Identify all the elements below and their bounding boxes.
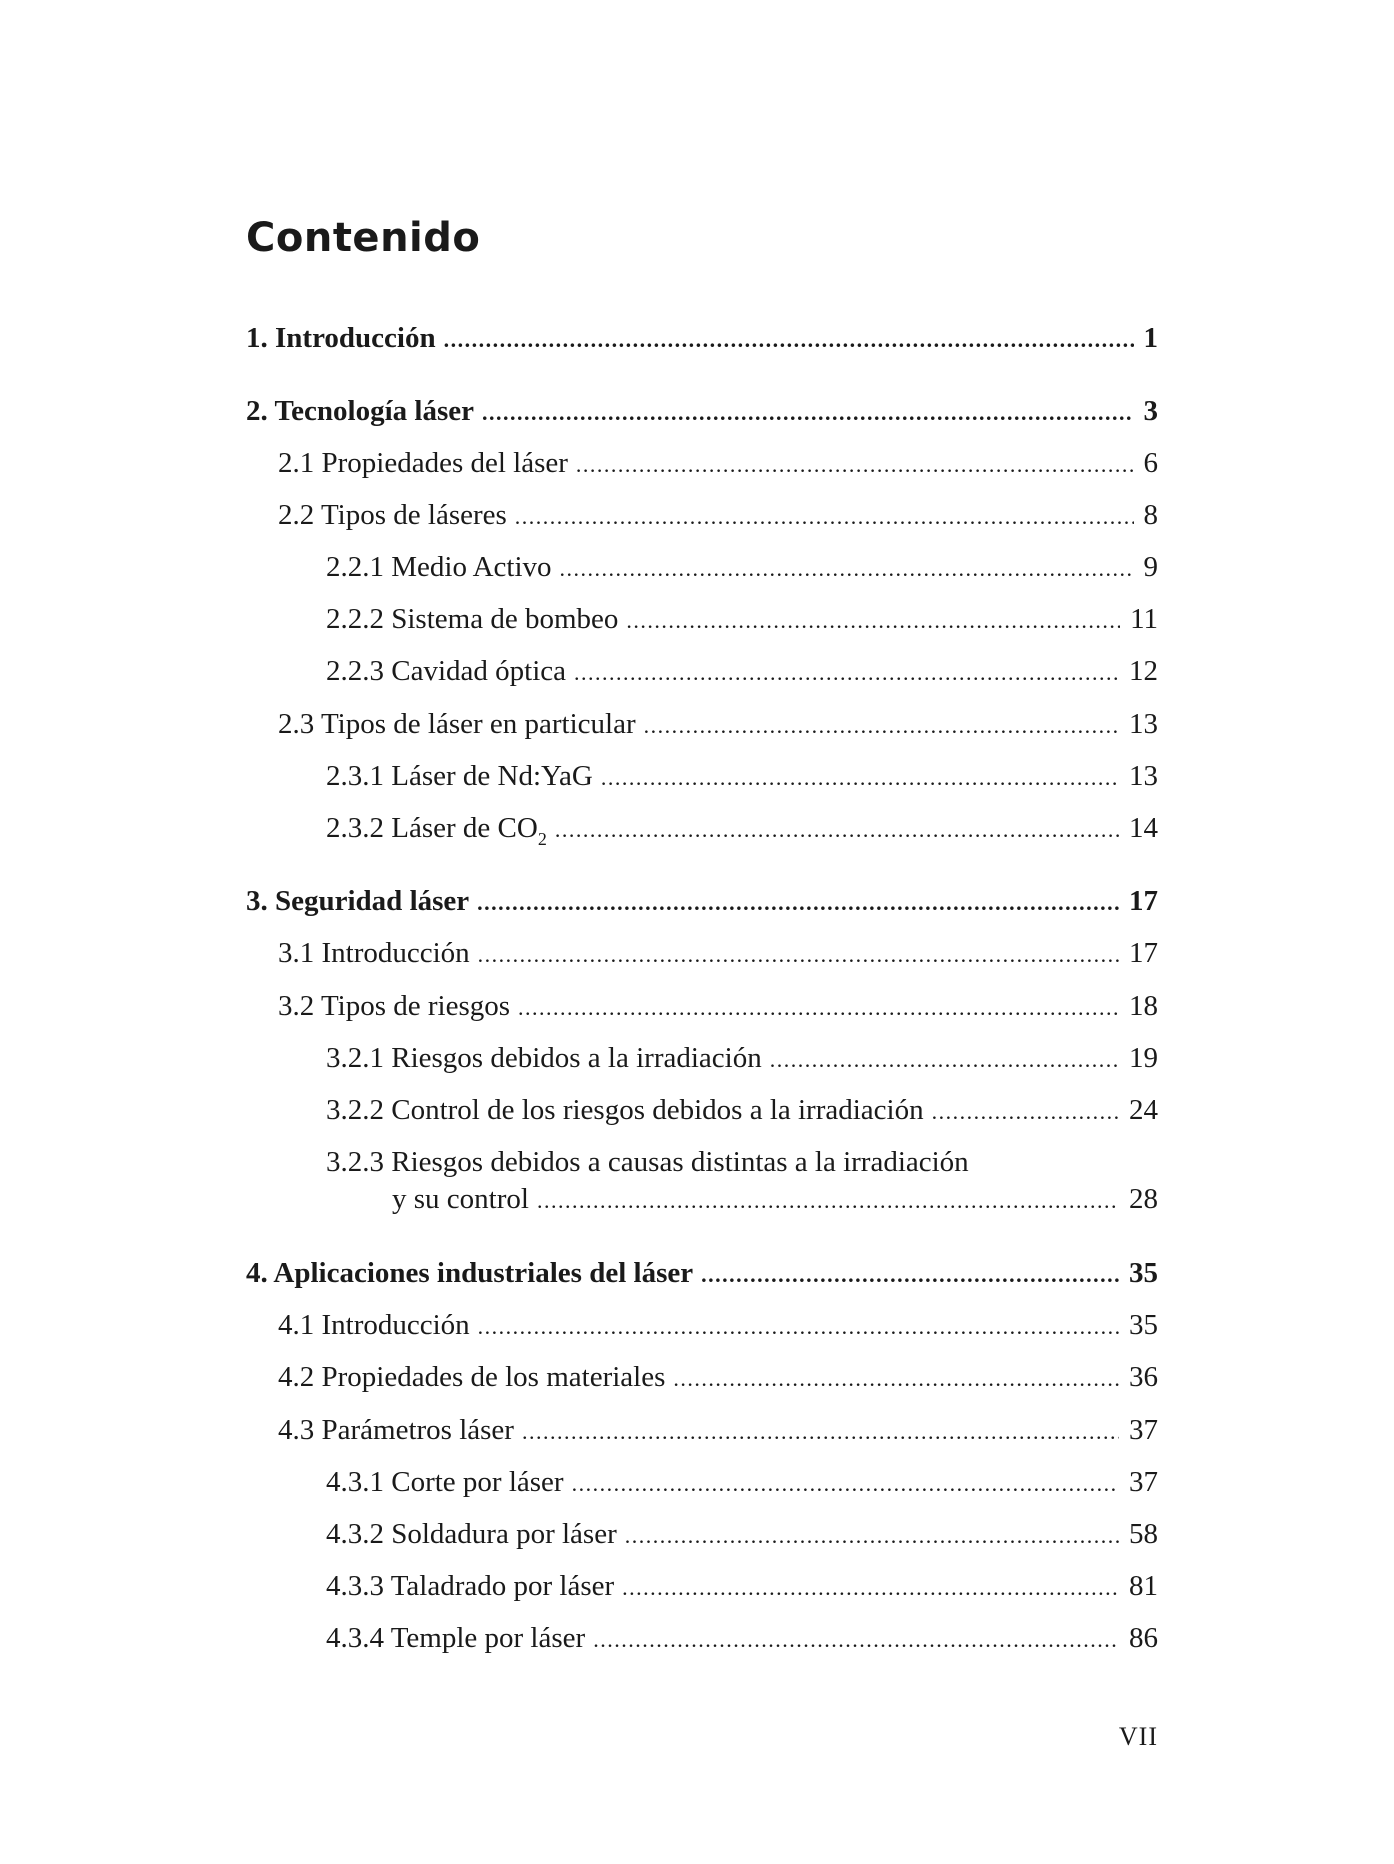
toc-entry	[246, 1568, 1158, 1606]
toc-page-number: 3	[1143, 395, 1158, 427]
toc-page-number: 86	[1129, 1622, 1158, 1654]
toc-page-number: 35	[1129, 1257, 1158, 1289]
dot-leader	[626, 603, 1120, 639]
toc-entry-label: 4.3.4 Temple por láser	[326, 1622, 586, 1654]
dot-leader	[555, 812, 1119, 848]
toc-entry	[246, 1255, 1158, 1293]
toc-entry-label	[326, 810, 555, 857]
dot-leader	[444, 322, 1134, 358]
dot-leader	[701, 1257, 1119, 1293]
toc-entry-label: 3.1 Introducción	[278, 937, 470, 969]
toc-page-number: 13	[1129, 708, 1158, 740]
toc-page-number: 17	[1129, 937, 1158, 969]
toc-entry-label: 4.3.3 Taladrado por láser	[326, 1570, 615, 1602]
dot-leader	[537, 1183, 1119, 1219]
toc-page-number: 37	[1129, 1466, 1158, 1498]
toc-entry	[246, 1464, 1158, 1502]
page-title: Contenido	[246, 215, 481, 261]
toc-entry-label: 2.2.2 Sistema de bombeo	[326, 603, 619, 635]
toc-entry	[246, 601, 1158, 639]
toc-entry-label-continuation: y su control	[392, 1183, 529, 1215]
dot-leader	[478, 937, 1119, 973]
dot-leader	[574, 655, 1119, 691]
toc-page-number: 36	[1129, 1361, 1158, 1393]
toc-entry	[246, 1620, 1158, 1658]
toc-page-number: 14	[1129, 812, 1158, 844]
toc-entry-label: 4.3.2 Soldadura por láser	[326, 1518, 617, 1550]
toc-entry	[246, 1307, 1158, 1345]
toc-entry	[246, 445, 1158, 483]
toc-entry-label: 2.2 Tipos de láseres	[278, 499, 507, 531]
dot-leader	[622, 1570, 1119, 1606]
toc-page-number: 11	[1130, 603, 1158, 635]
dot-leader	[576, 447, 1134, 483]
toc-entry	[246, 935, 1158, 973]
toc-entry	[246, 758, 1158, 796]
toc-entry-label: 3.2.3 Riesgos debidos a causas distintas a la irradiación	[326, 1146, 969, 1178]
dot-leader	[478, 1309, 1119, 1345]
toc-entry	[246, 706, 1158, 744]
dot-leader	[482, 395, 1134, 431]
toc-page-number: 18	[1129, 990, 1158, 1022]
toc-page-number: 35	[1129, 1309, 1158, 1341]
toc-page-number: 12	[1129, 655, 1158, 687]
dot-leader	[477, 885, 1119, 921]
dot-leader	[625, 1518, 1119, 1554]
dot-leader	[601, 760, 1119, 796]
toc-page-number: 28	[1129, 1183, 1158, 1215]
toc-entry	[246, 883, 1158, 921]
toc-entry	[246, 810, 1158, 857]
toc-entry	[246, 320, 1158, 358]
toc-entry	[246, 549, 1158, 587]
toc-page-number: 9	[1143, 551, 1158, 583]
toc-page-number: 1	[1143, 322, 1158, 354]
toc-entry	[246, 1092, 1158, 1130]
toc-entry-label: 4.3.1 Corte por láser	[326, 1466, 564, 1498]
toc-entry-label-text: 2.3.2 Láser de CO	[326, 812, 538, 844]
dot-leader	[560, 551, 1134, 587]
toc-entry-label: 3.2 Tipos de riesgos	[278, 990, 511, 1022]
dot-leader	[932, 1094, 1119, 1130]
subscript: 2	[537, 829, 547, 849]
toc-page-number: 19	[1129, 1042, 1158, 1074]
toc-entry-label: 1. Introducción	[246, 322, 436, 354]
toc-entry-label: 3.2.2 Control de los riesgos debidos a la irradiación	[326, 1094, 924, 1126]
toc-page-number: 81	[1129, 1570, 1158, 1602]
toc-entry	[246, 1412, 1158, 1450]
toc-entry-label: 4. Aplicaciones industriales del láser	[246, 1257, 694, 1289]
toc-page-number: 13	[1129, 760, 1158, 792]
dot-leader	[770, 1042, 1119, 1078]
toc-entry	[246, 653, 1158, 691]
toc-entry-label: 4.1 Introducción	[278, 1309, 470, 1341]
dot-leader	[572, 1466, 1119, 1502]
toc-page-number: 37	[1129, 1414, 1158, 1446]
toc-entry	[246, 393, 1158, 431]
dot-leader	[515, 499, 1134, 535]
toc-entry	[246, 988, 1158, 1026]
toc-page-number: 17	[1129, 885, 1158, 917]
toc-entry-label: 2.2.1 Medio Activo	[326, 551, 552, 583]
toc-entry-label: 4.2 Propiedades de los materiales	[278, 1361, 666, 1393]
toc-entry-label: 4.3 Parámetros láser	[278, 1414, 514, 1446]
dot-leader	[522, 1414, 1119, 1450]
toc-entry	[246, 1359, 1158, 1397]
page-folio: VII	[1118, 1722, 1158, 1751]
toc-entry	[246, 1181, 1158, 1219]
toc-entry-label: 3. Seguridad láser	[246, 885, 470, 917]
toc-entry-label: 2. Tecnología láser	[246, 395, 474, 427]
toc-entry-label: 2.2.3 Cavidad óptica	[326, 655, 567, 687]
toc-entry	[246, 1040, 1158, 1078]
toc-entry-label: 2.3.1 Láser de Nd:YaG	[326, 760, 593, 792]
toc-entry-label: 2.1 Propiedades del láser	[278, 447, 568, 479]
toc-entry	[246, 1516, 1158, 1554]
dot-leader	[644, 708, 1119, 744]
dot-leader	[593, 1622, 1119, 1658]
toc-page-number: 8	[1143, 499, 1158, 531]
toc-page-number: 6	[1143, 447, 1158, 479]
dot-leader	[518, 990, 1119, 1026]
toc-entry-label: 2.3 Tipos de láser en particular	[278, 708, 636, 740]
toc-page-number: 58	[1129, 1518, 1158, 1550]
toc-entry	[246, 497, 1158, 535]
toc-entry-label: 3.2.1 Riesgos debidos a la irradiación	[326, 1042, 762, 1074]
dot-leader	[673, 1361, 1119, 1397]
toc-page-number: 24	[1129, 1094, 1158, 1126]
